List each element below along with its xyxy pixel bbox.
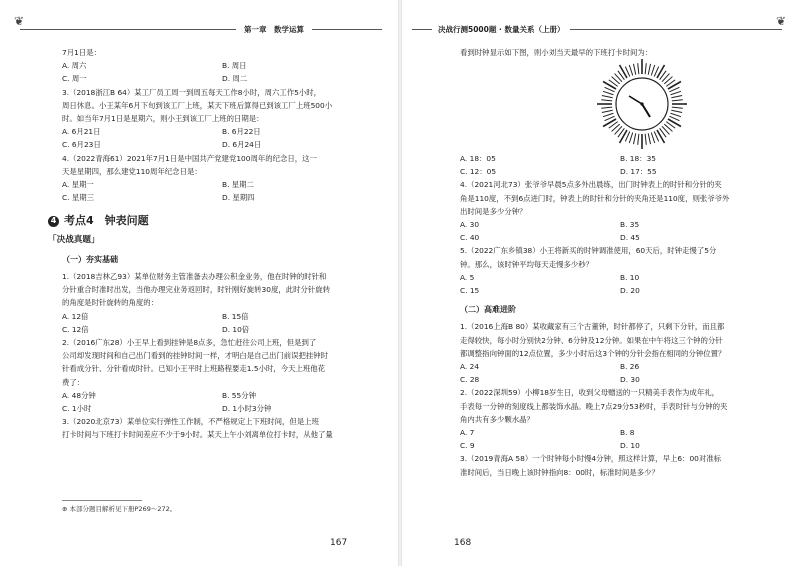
clock-tick — [638, 134, 639, 145]
clock-tick — [671, 91, 681, 94]
subheading: 「决战真题」 — [48, 234, 100, 245]
text-line: 手表每一分钟的刻度线上都装饰水晶。晚上7点29分53秒时，手表时针与分钟的夹 — [460, 401, 728, 411]
text-line: 的角度是时针旋转的角度的： — [62, 298, 159, 308]
options-q2 — [62, 59, 382, 85]
option: D. 1小时3分钟 — [222, 404, 272, 414]
options-q4-right — [460, 218, 780, 244]
right-page — [400, 0, 800, 566]
option: A. 7 — [460, 428, 475, 438]
text-line: 钟。那么，该时钟平均每天走慢多少秒？ — [460, 259, 594, 269]
clock-tick — [602, 95, 613, 97]
right-content — [460, 152, 780, 479]
options-q3-right — [460, 152, 780, 178]
text-line: 针看成分针、分针看成时针。已知小王平时上班路程要走1.5小时，今天上班他花 — [62, 364, 326, 374]
option: B. 8 — [620, 428, 635, 438]
option: D. 45 — [620, 233, 640, 243]
clock-tick — [672, 107, 683, 108]
option: A. 18：05 — [460, 154, 496, 163]
clock-tick — [629, 133, 632, 143]
option: D. 星期四 — [222, 193, 255, 203]
text-line: 4.（2022青海61）2021年7月1日是中国共产党建党100周年的纪念日，这一 — [62, 153, 317, 163]
text-line: 5.（2022广东乡镇38）小王将新买的时钟调准使用，60天后，时钟走慢了5分 — [460, 246, 717, 256]
clock-tick — [648, 133, 650, 144]
section-title: （二）高难进阶 — [460, 305, 516, 315]
options-q4 — [62, 178, 382, 204]
text-line: 走得较快，每小时分别快2分钟、6分钟及12分钟。如果在中午将这三个钟的分针 — [460, 335, 723, 345]
option: A. 5 — [460, 272, 475, 282]
option: A. 30 — [460, 220, 480, 230]
option: C. 12：05 — [460, 167, 497, 177]
clock-tick — [651, 133, 654, 143]
option: A. 星期一 — [62, 180, 94, 190]
options-q3 — [62, 125, 382, 151]
text-line: 角内共有多少颗水晶？ — [460, 414, 534, 424]
text-line: 公司却发现时间和自己出门看到的挂钟时间一样，才明白是自己出门前误把挂钟时 — [62, 351, 329, 361]
clock-tick — [645, 63, 646, 74]
option: B. 周日 — [222, 61, 247, 71]
clock-tick — [602, 110, 613, 112]
option: A. 周六 — [62, 61, 87, 71]
text-line: 周日休息。小王某年6月下旬到该工厂上班，某天下班后算得已到该工厂上班500小 — [62, 100, 333, 110]
text-line: 天是星期四，那么建党110周年纪念日是： — [62, 166, 202, 176]
option: D. 20 — [620, 286, 640, 296]
text-line: 1.（2016上海B 80）某收藏家有三个古董钟，时针都停了，只剩下分针，而且都 — [460, 322, 725, 332]
text-line: 7月1日是： — [62, 48, 101, 57]
clock-tick — [648, 64, 650, 75]
options-q2b — [62, 389, 382, 415]
option: D. 10倍 — [222, 324, 250, 334]
text-line: 3.（2019青海A 58）一个时钟每小时慢4分钟，照这样计算，早上6：00对准标 — [460, 454, 722, 464]
footnote-rule — [62, 500, 142, 501]
option: A. 24 — [460, 362, 480, 372]
option: B. 18：35 — [620, 154, 656, 163]
clock-tick — [671, 113, 681, 116]
clock-tick — [601, 107, 612, 108]
option: B. 15倍 — [222, 311, 249, 321]
leaf-ornament-icon: ❦ — [776, 14, 787, 28]
clock-face-icon — [596, 58, 688, 150]
clock-tick — [601, 100, 612, 101]
option: C. 9 — [460, 441, 475, 451]
right-header-title: 决战行测5000题 · 数量关系（上册） — [438, 24, 565, 34]
leaf-ornament-icon: ❦ — [14, 14, 25, 28]
text-line: 分针重合时准时出发，当他办理完业务返回时，时针刚好旋转30度，此时分针旋转 — [62, 285, 331, 295]
option: C. 15 — [460, 286, 480, 296]
options-q5 — [460, 271, 780, 297]
text-line: 打卡时间与下班打卡时间差应不少于9小时。某天上午小刘离单位打卡时，从他了量 — [62, 430, 333, 440]
option: A. 12倍 — [62, 311, 89, 321]
clock-tick — [645, 134, 646, 145]
options-q1 — [62, 310, 382, 336]
option: A. 48分钟 — [62, 390, 96, 400]
clock-tick — [671, 110, 682, 112]
left-content — [48, 46, 382, 442]
option: B. 星期二 — [222, 180, 254, 190]
clock-tick — [603, 91, 613, 94]
option: D. 17：55 — [620, 167, 657, 177]
options-h1 — [460, 360, 780, 386]
page-number: 168 — [454, 538, 472, 548]
text-line: 4.（2021河北73）张爷爷早晨5点多外出晨练，出门时钟表上的时针和分针的夹 — [460, 180, 722, 190]
option: B. 10 — [620, 272, 640, 282]
section-title: （一）夯实基础 — [62, 254, 118, 264]
text-line: 3.（2018浙江B 64）某工厂员工周一到周五每天工作8小时，周六工作5小时， — [62, 87, 322, 97]
clock-tick — [629, 65, 632, 75]
text-line: 都调整指向钟面的12点位置，多少小时后这3个钟的分针会指在相同的分钟位置？ — [460, 348, 726, 358]
topic-title: 考点4 钟表问题 — [64, 214, 149, 228]
option: B. 6月22日 — [222, 127, 261, 137]
text-line: 1.（2018吉林乙93）某单位财务主管准备去办理公积金业务，他在时钟的时针和 — [62, 272, 327, 282]
options-h2 — [460, 426, 780, 452]
text-line: 角是110度，不到6点进门时，钟表上的时针和分针的夹角还是110度，则张爷爷外 — [460, 193, 730, 203]
footnote-marker-icon: ⊕ — [62, 505, 70, 513]
option: D. 10 — [620, 441, 640, 451]
option: A. 6月21日 — [62, 127, 101, 137]
topic-heading — [48, 214, 382, 227]
clock-tick — [638, 63, 639, 74]
page-number: 167 — [330, 538, 348, 548]
option: D. 周二 — [222, 74, 248, 84]
text-line: 2.（2022深圳59）小柳18岁生日，收到父母赠送的一只精美手表作为成年礼， — [460, 388, 719, 398]
left-header-title: 第一章 数学运算 — [244, 24, 304, 34]
text-line: 准时间后，当日晚上该时钟指向8：00时，标准时间是多少？ — [460, 467, 659, 477]
clock-tick — [633, 133, 635, 144]
option: C. 28 — [460, 375, 480, 385]
option: C. 星期三 — [62, 193, 95, 203]
right-header — [412, 22, 782, 36]
option: C. 6月23日 — [62, 140, 101, 150]
option: B. 26 — [620, 362, 640, 372]
option: C. 1小时 — [62, 404, 92, 414]
clock-tick — [651, 65, 654, 75]
clock-tick — [672, 100, 683, 101]
text-line: 3.（2020北京73）某单位实行弹性工作制，不严格规定上下班时间，但是上班 — [62, 417, 319, 427]
clock-tick — [671, 95, 682, 97]
text-line: 费了： — [62, 377, 85, 387]
topic-number-badge: 4 — [48, 216, 59, 227]
footnote: ⊕ 本部分题目解析见下册P269～272。 — [62, 505, 177, 513]
option: D. 30 — [620, 375, 640, 385]
option: B. 35 — [620, 220, 640, 230]
option: C. 40 — [460, 233, 480, 243]
option: C. 12倍 — [62, 324, 89, 334]
clock-tick — [633, 64, 635, 75]
option: B. 55分钟 — [222, 390, 256, 400]
text-line: 看到时钟显示如下图，则小刘当天最早的下班打卡时间为： — [460, 48, 653, 57]
option: C. 周一 — [62, 74, 87, 84]
text-line: 时。如当年7月1日是星期六，则小王到该工厂上班的日期是： — [62, 114, 264, 124]
text-line: 2.（2016广东28）小王早上看到挂钟是8点多，急忙赶往公司上班，但是到了 — [62, 338, 317, 348]
clock-tick — [603, 113, 613, 116]
text-line: 出时间是多少分钟？ — [460, 206, 527, 216]
left-header — [20, 22, 382, 36]
option: D. 6月24日 — [222, 140, 262, 150]
